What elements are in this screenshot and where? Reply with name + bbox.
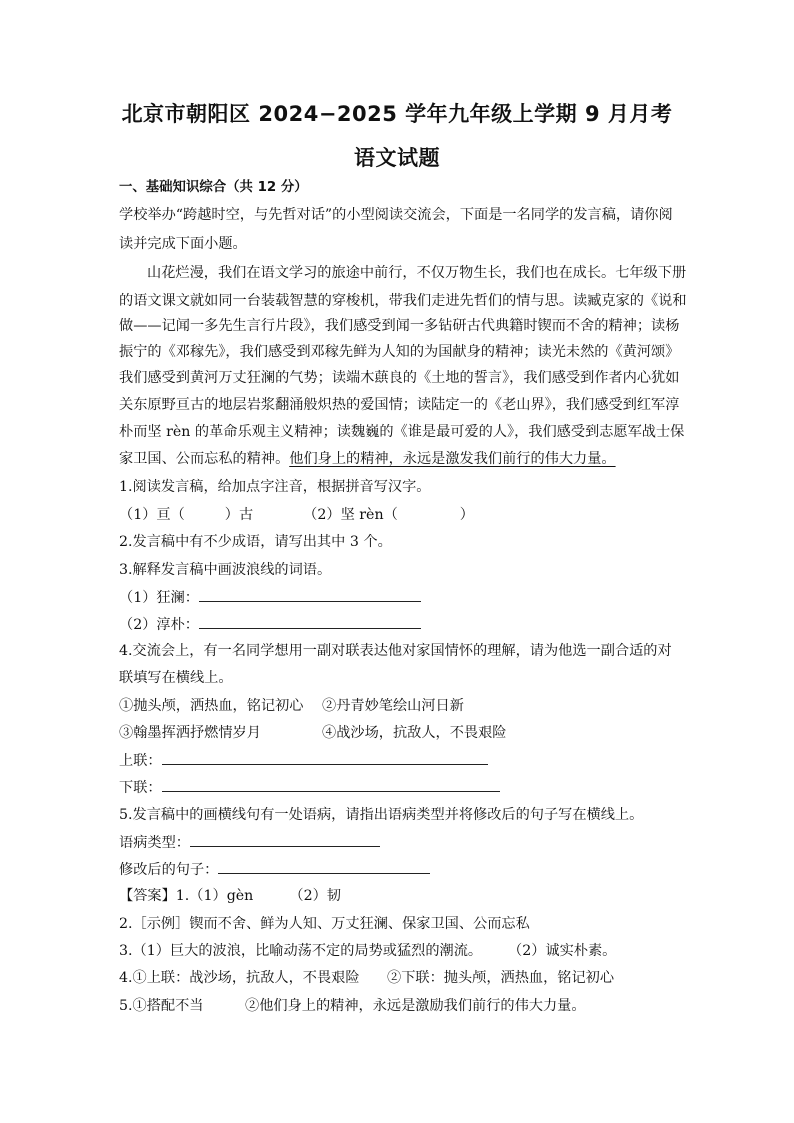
question-3-item-a <box>119 587 421 608</box>
q3-item-a-label: （1）狂澜： <box>119 590 199 606</box>
answer-4-b: ②下联：抛头颅，洒热血，铭记初心 <box>387 970 615 986</box>
question-4-line-2: 联填写在横线上。 <box>119 670 233 686</box>
speech-line-6: 关东原野亘古的地层岩浆翻涌般炽热的爱国情；读陆定一的《老山界》，我们感受到红军淳 <box>119 397 680 413</box>
answer-3-b: （2）诚实朴素。 <box>508 943 617 959</box>
page-title: 北京市朝阳区 2024−2025 学年九年级上学期 9 月月考 <box>121 102 673 126</box>
intro-line-1: 学校举办“跨越时空，与先哲对话”的小型阅读交流会，下面是一名同学的发言稿，请你阅 <box>119 207 673 223</box>
speech-line-5: 我们感受到黄河万丈狂澜的气势；读端木蕻良的《土地的誓言》，我们感受到作者内心犹如 <box>119 370 680 386</box>
lower-couplet-blank[interactable] <box>162 777 500 792</box>
q5-type-label: 语病类型： <box>119 835 190 851</box>
question-5: 5.发言稿中的画横线句有一处语病，请指出语病类型并将修改后的句子写在横线上。 <box>119 807 644 823</box>
upper-couplet-blank[interactable] <box>162 750 488 765</box>
lower-couplet-label: 下联： <box>119 780 162 796</box>
question-3: 3.解释发言稿中画波浪线的词语。 <box>119 562 332 578</box>
q5-fixed-label: 修改后的句子： <box>119 862 219 878</box>
question-1: 1.阅读发言稿，给加点字注音，根据拼音写汉字。 <box>119 479 431 495</box>
answer-3-a: 3.（1）巨大的波浪，比喻动荡不定的局势或猛烈的潮流。 <box>119 943 483 959</box>
q1-item-a-prefix: （1）亘（ <box>119 507 185 523</box>
question-5-fixed <box>119 859 430 880</box>
speech-line-3: 做——记闻一多先生言行片段》，我们感受到闻一多钻研古代典籍时锲而不舍的精神；读杨 <box>119 318 680 334</box>
option-2: ②丹青妙笔绘山河日新 <box>322 698 464 714</box>
answer-4-a: 4.①上联：战沙场，抗敌人，不畏艰险 <box>119 970 360 986</box>
speech-line-4: 振宁的《邓稼先》，我们感受到邓稼先鲜为人知的为国献身的精神；读光未然的《黄河颂》 <box>119 344 680 360</box>
intro-line-2: 读并完成下面小题。 <box>119 236 247 252</box>
speech-line-1: 山花烂漫，我们在语文学习的旅途中前行，不仅万物生长，我们也在成长。七年级下册 <box>147 265 687 281</box>
q1-item-b-suffix: ） <box>459 507 474 523</box>
speech-line-7: 朴而坚 rèn 的革命乐观主义精神；读魏巍的《谁是最可爱的人》，我们感受到志愿军战士保 <box>119 424 685 440</box>
lower-couplet <box>119 777 500 798</box>
q5-fixed-blank[interactable] <box>218 859 430 874</box>
q3-item-b-label: （2）淳朴： <box>119 617 199 633</box>
q3-item-b-blank[interactable] <box>199 614 421 629</box>
q5-type-blank[interactable] <box>190 832 380 847</box>
speech-line-2: 的语文课文就如同一台装载智慧的穿梭机，带我们走进先哲们的情与思。读臧克家的《说和 <box>119 293 687 309</box>
speech-line-8-text: 家卫国、公而忘私的精神。 <box>119 451 290 467</box>
answer-5-a: 5.①搭配不当 <box>119 998 204 1014</box>
option-1: ①抛头颅，洒热血，铭记初心 <box>119 698 304 714</box>
option-3: ③翰墨挥洒抒燃情岁月 <box>119 725 261 741</box>
speech-line-8 <box>119 449 616 469</box>
q1-item-a-suffix: ）古 <box>224 507 254 523</box>
option-4: ④战沙场，抗敌人，不畏艰险 <box>322 725 507 741</box>
q1-item-b-prefix: （2）坚 rèn（ <box>303 507 398 523</box>
question-5-type <box>119 832 380 853</box>
answer-5-b: ②他们身上的精神，永远是激励我们前行的伟大力量。 <box>245 998 586 1014</box>
question-2: 2.发言稿中有不少成语，请写出其中 3 个。 <box>119 534 392 550</box>
question-1-items <box>119 505 474 525</box>
upper-couplet <box>119 750 488 771</box>
answer-1: 【答案】1.（1）gèn （2）韧 <box>119 888 341 904</box>
underlined-sentence: 他们身上的精神，永远是激发我们前行的伟大力量。 <box>289 451 616 467</box>
upper-couplet-label: 上联： <box>119 753 162 769</box>
question-3-item-b <box>119 614 421 635</box>
section-heading: 一、基础知识综合（共 12 分） <box>119 180 308 195</box>
q3-item-a-blank[interactable] <box>199 587 421 602</box>
page-subtitle: 语文试题 <box>354 146 440 170</box>
answer-2: 2.［示例］锲而不舍、鲜为人知、万丈狂澜、保家卫国、公而忘私 <box>119 916 530 932</box>
question-4-line-1: 4.交流会上，有一名同学想用一副对联表达他对家国情怀的理解，请为他选一副合适的对 <box>119 643 672 659</box>
